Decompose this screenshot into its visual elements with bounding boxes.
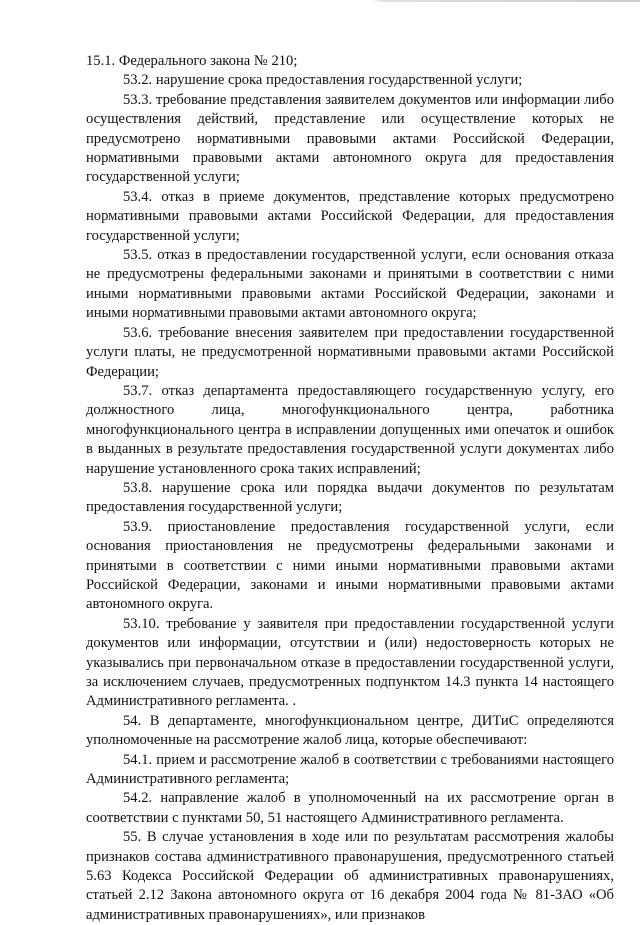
paragraph-53-3: 53.3. требование представления заявителем документов или информации либо осуществления действий, представление или осуществление которых не предусмотрено нормативными правовыми актами Российской Федерации, нормативными правовыми актами автономного округа для предоставления государственной услуги; xyxy=(86,91,614,186)
paragraph-55: 55. В случае установления в ходе или по результатам рассмотрения жалобы признаков состава административного правонарушения, предусмотренного статьей 5.63 Кодекса Российской Федерации об административных правонарушениях, статьей 2.12 Закона автономного округа от 16 декабря 2004 года № 81-ЗАО «Об административных правонарушениях», или признаков xyxy=(86,829,614,923)
paragraph-53-10: 53.10. требование у заявителя при предоставлении государственной услуги документов или информации, отсутствии и (или) недостоверность которых не указывались при первоначальном отказе в предоставлении государственной услуги, за исключением случаев, предусмотренных подпунктом 14.3 пункта 14 настоящего Административного регламента. . xyxy=(86,615,614,710)
paragraph-53-6: 53.6. требование внесения заявителем при предоставлении государственной услуги платы, не предусмотренной нормативными правовыми актами Российской Федерации; xyxy=(86,324,614,380)
paragraph-53-9: 53.9. приостановление предоставления государственной услуги, если основания приостановления не предусмотрены федеральными законами и принятыми в соответствии с ними иными нормативными правовыми актами Российской Федерации, законами и иными нормативными правовыми актами автономного округа. xyxy=(86,518,614,613)
paragraph-53-7: 53.7. отказ департамента предоставляющего государственную услугу, его должностного лица, многофункционального центра, работника многофункционального центра в исправлении допущенных ими опечаток и ошибок в выданных в результате предоставления государственной услуги документах либо нарушение установленного срока таких исправлений; xyxy=(86,382,614,477)
document-page xyxy=(86,52,614,925)
paragraph-53-2: 53.2. нарушение срока предоставления государственной услуги; xyxy=(123,72,523,89)
paragraph-53-8: 53.8. нарушение срока или порядка выдачи документов по результатам предоставления государственной услуги; xyxy=(86,479,614,516)
paragraph-54: 54. В департаменте, многофункциональном центре, ДИТиС определяются уполномоченные на рассмотрение жалоб лица, которые обеспечивают: xyxy=(86,712,614,749)
paragraph-54-1: 54.1. прием и рассмотрение жалоб в соответствии с требованиями настоящего Административного регламента; xyxy=(86,751,614,788)
scan-edge xyxy=(0,0,640,2)
paragraph-15-1-continuation: 15.1. Федерального закона № 210; xyxy=(86,53,298,69)
paragraph-53-5: 53.5. отказ в предоставлении государственной услуги, если основания отказа не предусмотрены федеральными законами и принятыми в соответствии с ними иными нормативными правовыми актами Российской Федерации, законами и иными нормативными правовыми актами автономного округа; xyxy=(86,247,614,322)
paragraph-54-2: 54.2. направление жалоб в уполномоченный на их рассмотрение орган в соответствии с пунктами 50, 51 настоящего Административного регламента. xyxy=(86,790,614,826)
paragraph-53-4: 53.4. отказ в приеме документов, представление которых предусмотрено нормативными правовыми актами Российской Федерации, для предоставления государственной услуги; xyxy=(86,188,614,244)
